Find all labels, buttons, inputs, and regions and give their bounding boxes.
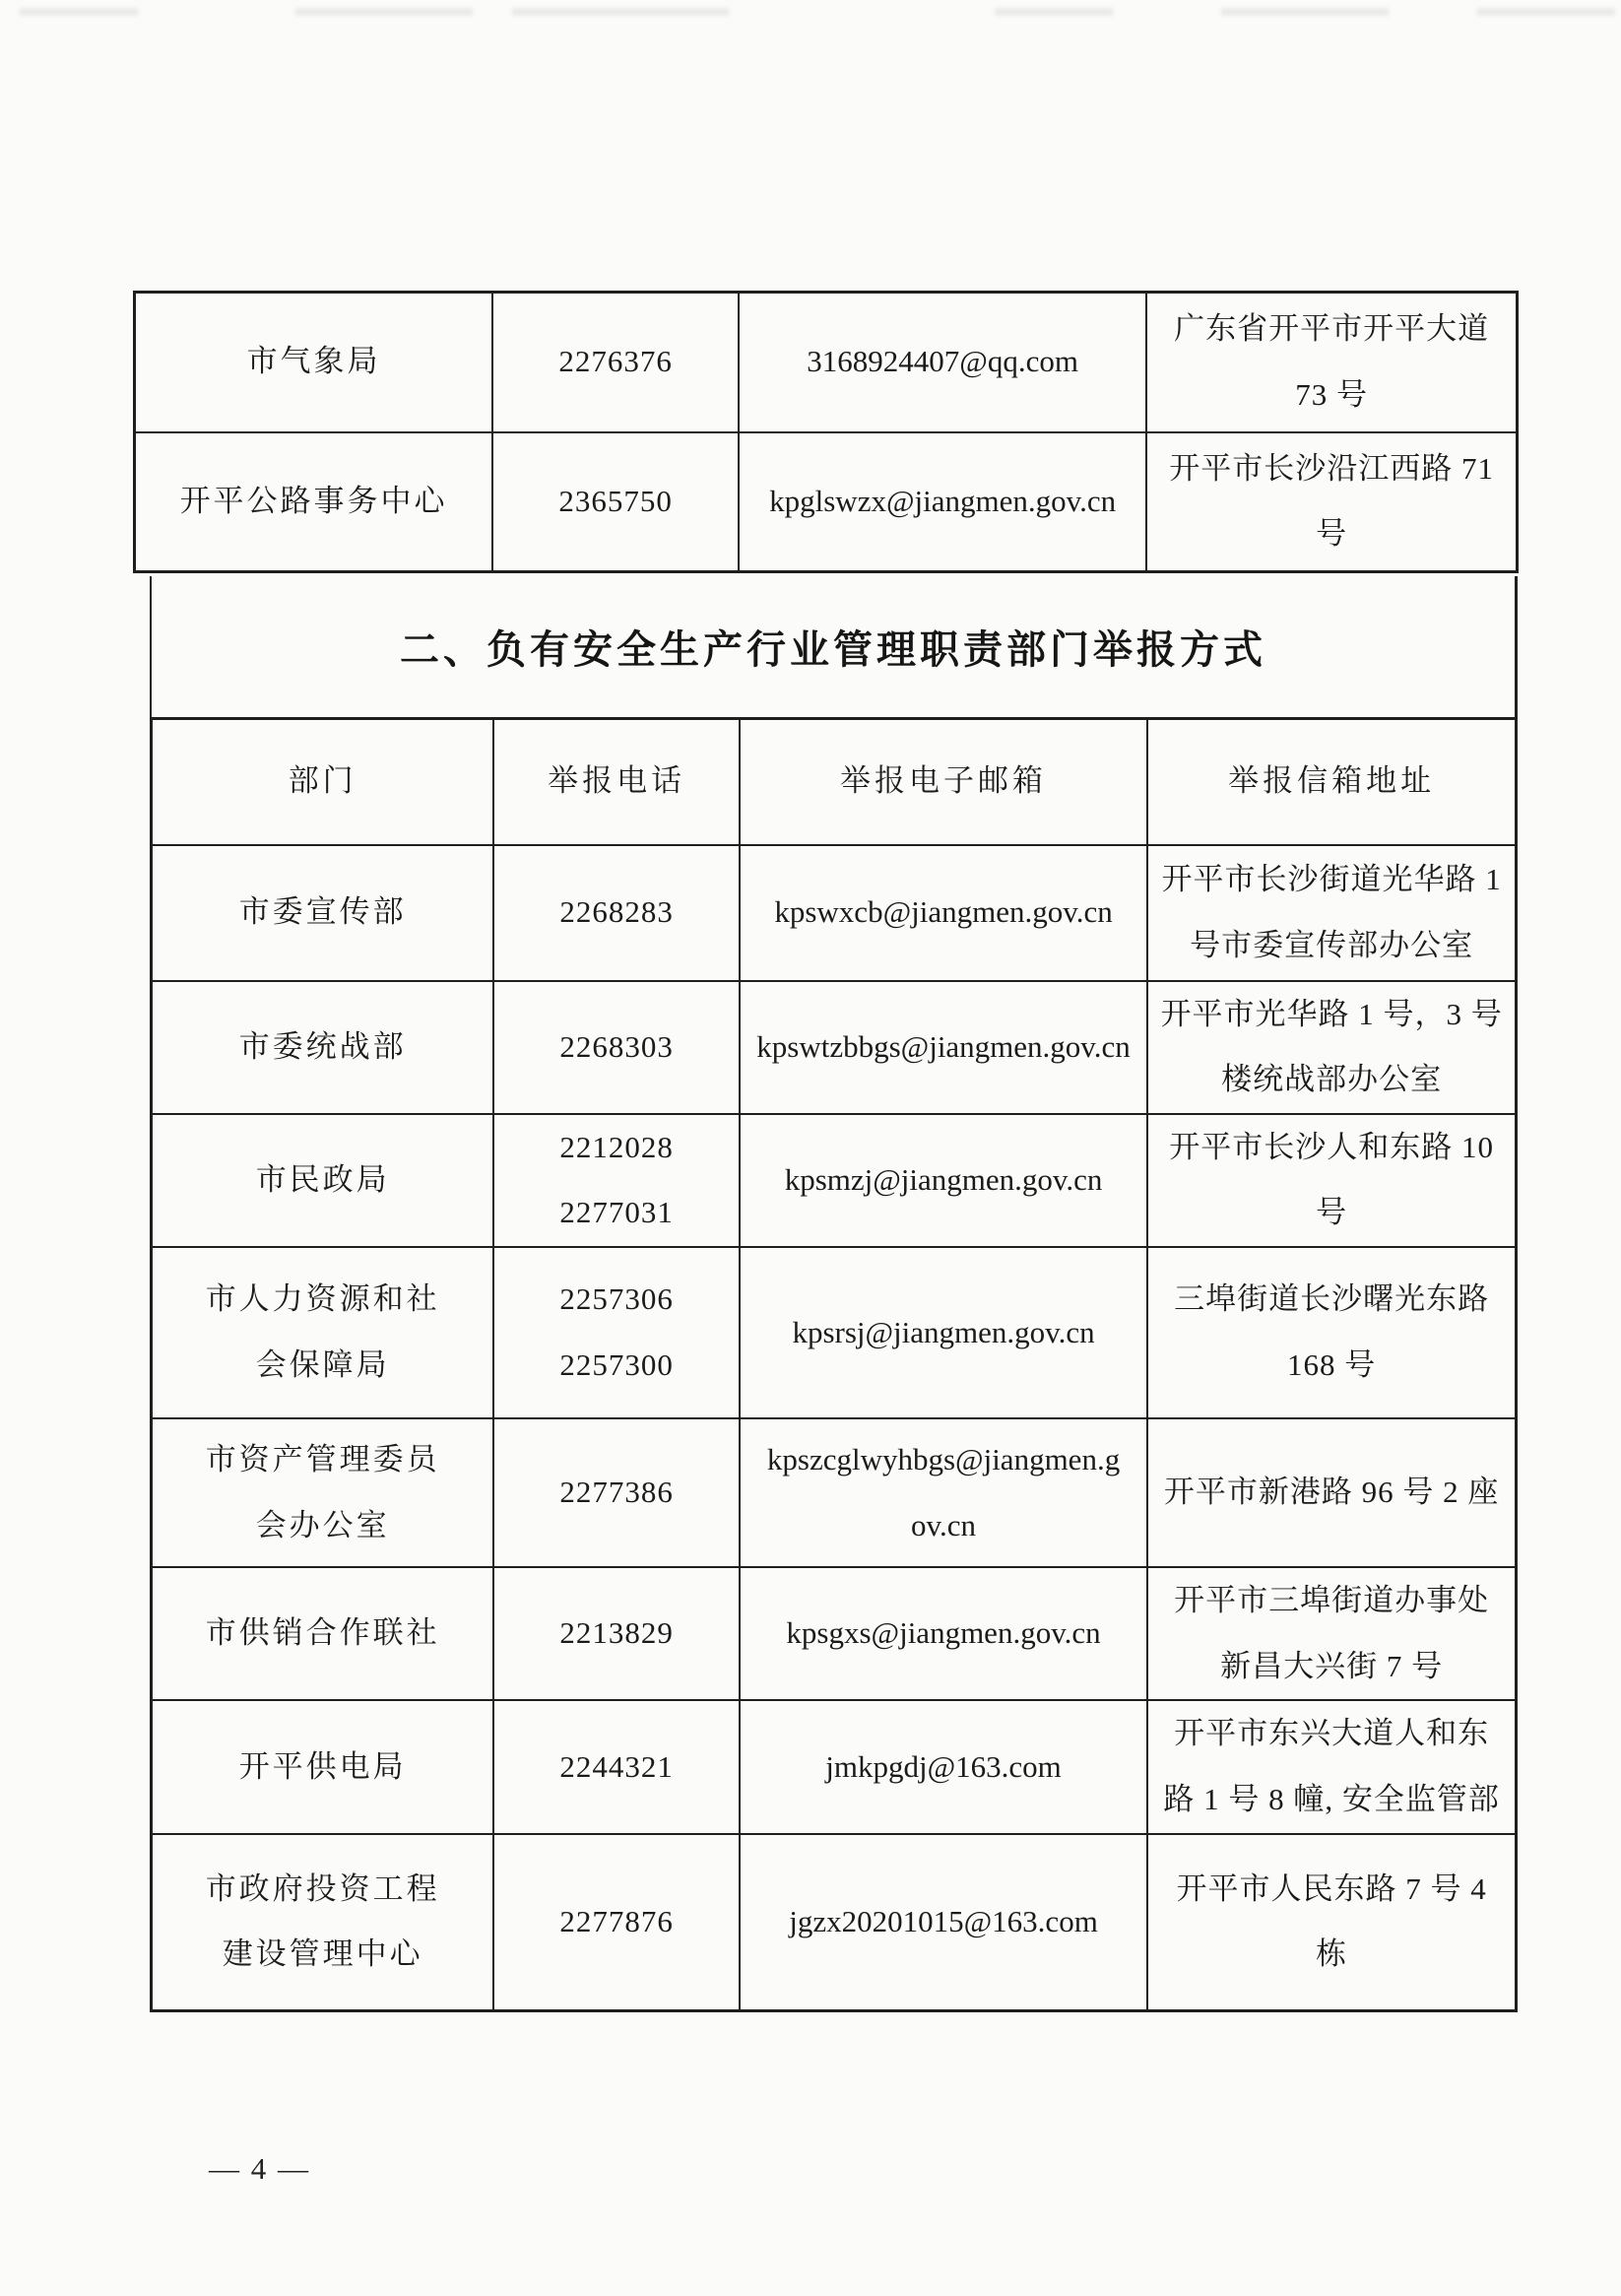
table-row: [135, 293, 1518, 432]
phone-cell: 2365750: [492, 432, 739, 572]
phone-cell: 2277386: [493, 1418, 739, 1567]
header-phone: 举报电话: [493, 719, 739, 845]
email-cell: kpswtzbbgs@jiangmen.gov.cn: [740, 981, 1147, 1114]
header-department: 部门: [152, 719, 494, 845]
page-number: — 4 —: [209, 2151, 310, 2186]
address-cell: 开平市东兴大道人和东 路 1 号 8 幢, 安全监管部: [1147, 1700, 1516, 1833]
department-cell: 市委统战部: [152, 981, 494, 1114]
email-cell: kpsrsj@jiangmen.gov.cn: [740, 1247, 1147, 1418]
address-cell: 开平市光华路 1 号，3 号 楼统战部办公室: [1147, 981, 1516, 1114]
phone-cell: 2268283: [493, 845, 739, 981]
address-cell: 广东省开平市开平大道 73 号: [1146, 293, 1517, 432]
phone-cell: 2277876: [493, 1834, 739, 2011]
table-row: [152, 981, 1517, 1114]
email-cell: 3168924407@qq.com: [739, 293, 1146, 432]
phone-cell: 2213829: [493, 1567, 739, 1700]
email-cell: kpsmzj@jiangmen.gov.cn: [740, 1114, 1147, 1247]
department-cell: 开平供电局: [152, 1700, 494, 1833]
table-row: [152, 1567, 1517, 1700]
table-row: [135, 432, 1518, 572]
address-cell: 开平市长沙街道光华路 1 号市委宣传部办公室: [1147, 845, 1516, 981]
department-cell: 市供销合作联社: [152, 1567, 494, 1700]
continuation-table: [133, 291, 1519, 573]
email-cell: kpszcglwyhbgs@jiangmen.g ov.cn: [740, 1418, 1147, 1567]
department-cell: 市委宣传部: [152, 845, 494, 981]
header-row: [152, 719, 1517, 845]
table-row: [152, 1700, 1517, 1833]
department-cell: 开平公路事务中心: [135, 432, 493, 572]
address-cell: 开平市三埠街道办事处 新昌大兴街 7 号: [1147, 1567, 1516, 1700]
address-cell: 开平市新港路 96 号 2 座: [1147, 1418, 1516, 1567]
table-row: [152, 1834, 1517, 2011]
department-cell: 市民政局: [152, 1114, 494, 1247]
phone-cell: 2276376: [492, 293, 739, 432]
address-cell: 三埠街道长沙曙光东路 168 号: [1147, 1247, 1516, 1418]
email-cell: kpsgxs@jiangmen.gov.cn: [740, 1567, 1147, 1700]
section-title: 二、负有安全生产行业管理职责部门举报方式: [400, 628, 1266, 672]
department-cell: 市政府投资工程 建设管理中心: [152, 1834, 494, 2011]
phone-cell: 2257306 2257300: [493, 1247, 739, 1418]
email-cell: jgzx20201015@163.com: [740, 1834, 1147, 2011]
header-email: 举报电子邮箱: [740, 719, 1147, 845]
email-cell: kpswxcb@jiangmen.gov.cn: [740, 845, 1147, 981]
phone-cell: 2268303: [493, 981, 739, 1114]
phone-cell: 2212028 2277031: [493, 1114, 739, 1247]
header-address: 举报信箱地址: [1147, 719, 1516, 845]
address-cell: 开平市人民东路 7 号 4 栋: [1147, 1834, 1516, 2011]
email-cell: jmkpgdj@163.com: [740, 1700, 1147, 1833]
report-table: [150, 717, 1518, 2012]
table-row: [152, 845, 1517, 981]
section-title-band: [150, 576, 1518, 717]
scan-artifact: [0, 6, 1621, 20]
department-cell: 市资产管理委员 会办公室: [152, 1418, 494, 1567]
department-cell: 市气象局: [135, 293, 493, 432]
phone-cell: 2244321: [493, 1700, 739, 1833]
address-cell: 开平市长沙人和东路 10 号: [1147, 1114, 1516, 1247]
address-cell: 开平市长沙沿江西路 71 号: [1146, 432, 1517, 572]
table-row: [152, 1247, 1517, 1418]
department-cell: 市人力资源和社 会保障局: [152, 1247, 494, 1418]
table-row: [152, 1418, 1517, 1567]
email-cell: kpglswzx@jiangmen.gov.cn: [739, 432, 1146, 572]
table-row: [152, 1114, 1517, 1247]
